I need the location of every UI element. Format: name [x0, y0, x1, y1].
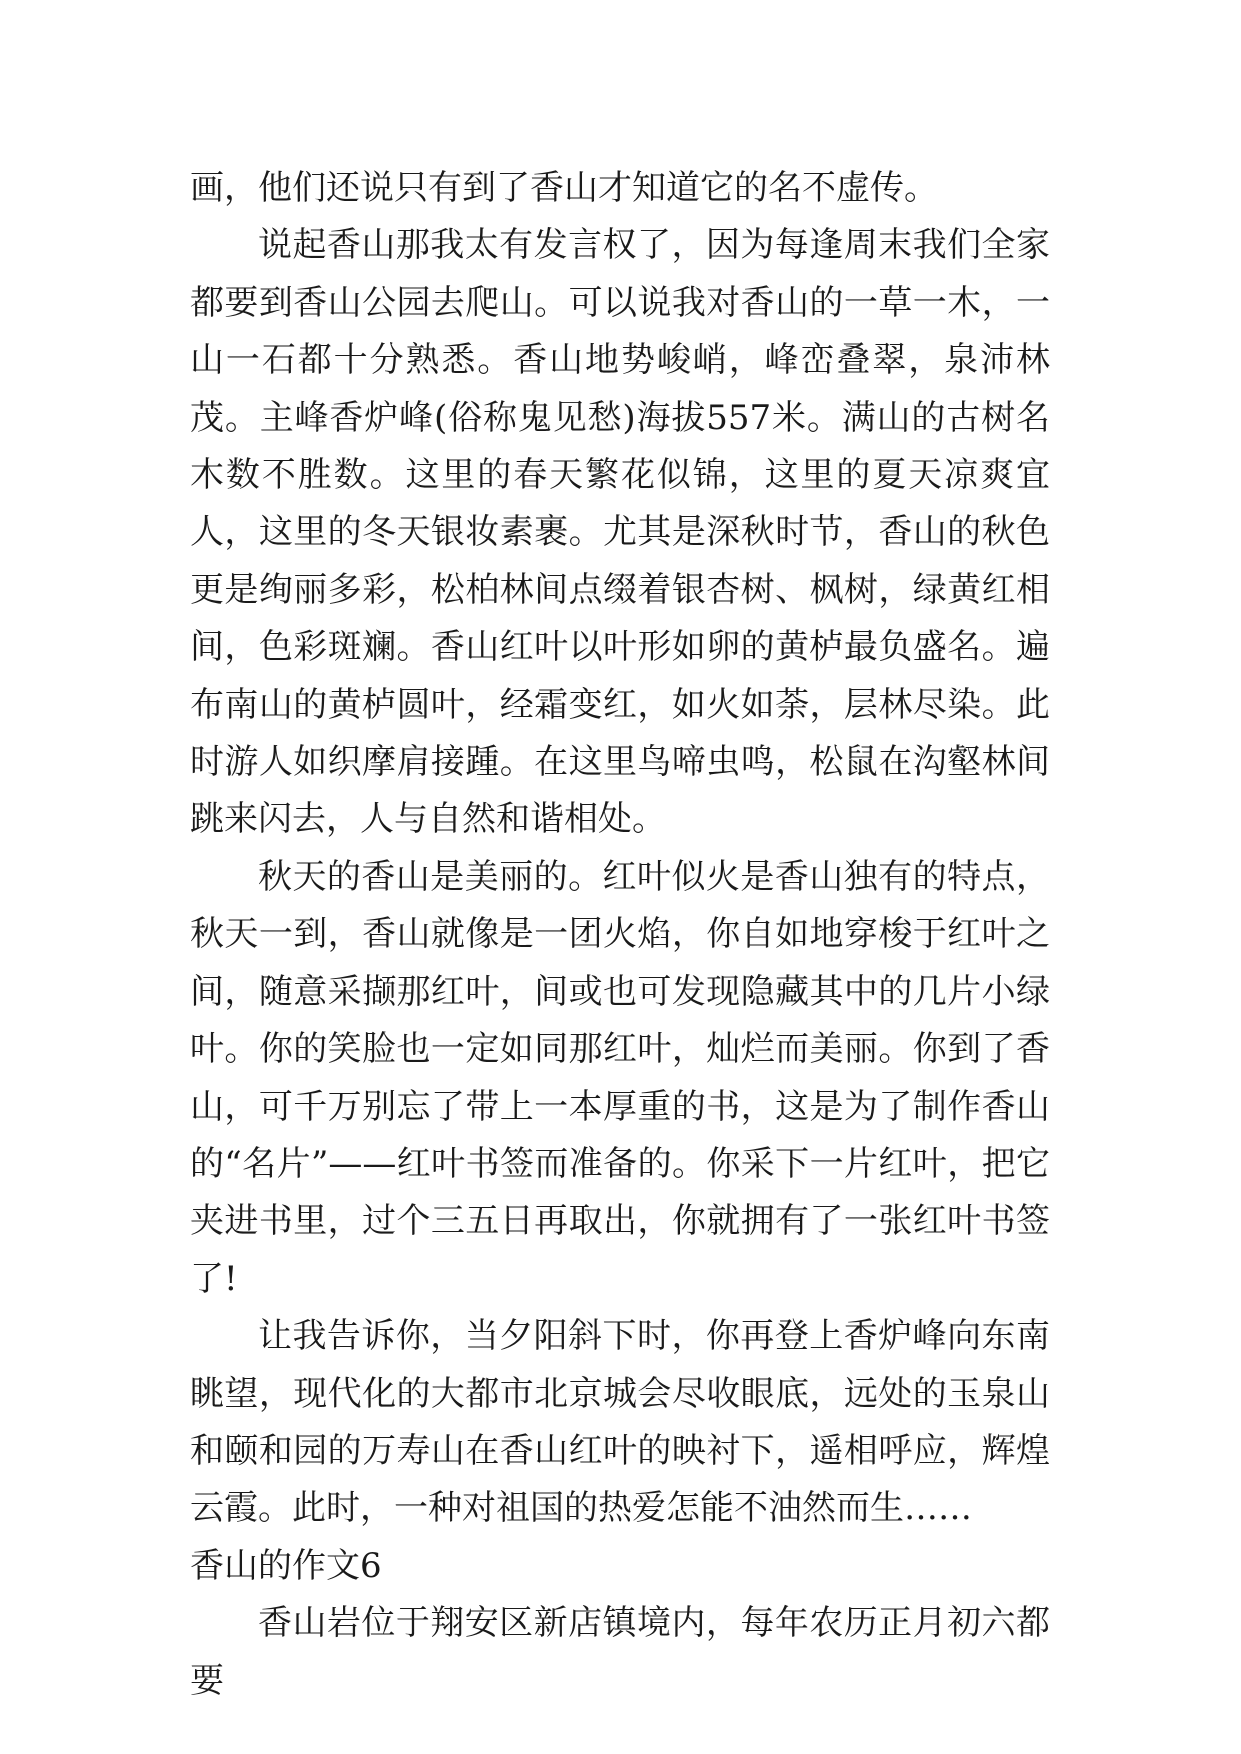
paragraph-continuation: 画，他们还说只有到了香山才知道它的名不虚传。	[190, 168, 938, 208]
document-body	[190, 160, 1050, 1710]
paragraph-autumn-red-leaves: 秋天的香山是美丽的。红叶似火是香山独有的特点，秋天一到，香山就像是一团火焰，你自如地穿梭于红叶之间，随意采撷那红叶，间或也可发现隐藏其中的几片小绿叶。你的笑脸也一定如同那红叶，灿烂而美丽。你到了香山，可千万别忘了带上一本厚重的书，这是为了制作香山的“名片”——红叶书签而准备的。你采下一片红叶，把它夹进书里，过个三五日再取出，你就拥有了一张红叶书签了!	[190, 856, 1050, 1299]
paragraph-sunset-view: 让我告诉你，当夕阳斜下时，你再登上香炉峰向东南眺望，现代化的大都市北京城会尽收眼底，远处的玉泉山和颐和园的万寿山在香山红叶的映衬下，遥相呼应，辉煌云霞。此时，一种对祖国的热爱怎能不油然而生……	[190, 1316, 1050, 1529]
paragraph-xiangshan-parks: 说起香山那我太有发言权了，因为每逢周末我们全家都要到香山公园去爬山。可以说我对香山的一草一木，一山一石都十分熟悉。香山地势峻峭，峰峦叠翠，泉沛林茂。主峰香炉峰(俗称鬼见愁)海拔557米。满山的古树名木数不胜数。这里的春天繁花似锦，这里的夏天凉爽宜人，这里的冬天银妆素裹。尤其是深秋时节，香山的秋色更是绚丽多彩，松柏林间点缀着银杏树、枫树，绿黄红相间，色彩斑斓。香山红叶以叶形如卵的黄栌最负盛名。遍布南山的黄栌圆叶，经霜变红，如火如荼，层林尽染。此时游人如织摩肩接踵。在这里鸟啼虫鸣，松鼠在沟壑林间跳来闪去，人与自然和谐相处。	[190, 225, 1050, 840]
section-heading: 香山的作文6	[190, 1545, 382, 1586]
paragraph-xiangshan-rock: 香山岩位于翔安区新店镇境内，每年农历正月初六都要	[190, 1603, 1050, 1701]
